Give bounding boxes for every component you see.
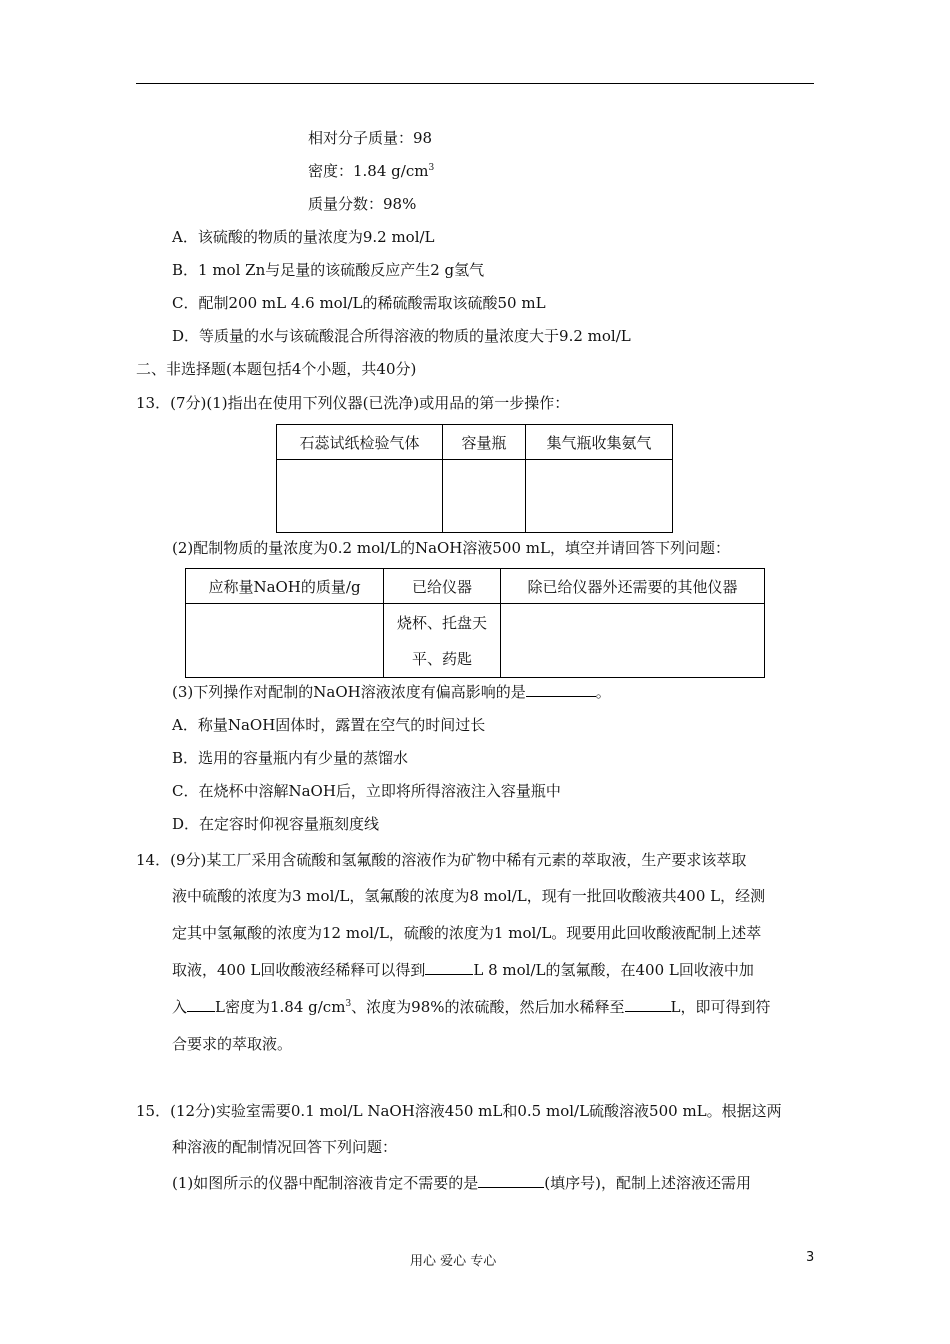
q13-table-first-step (276, 424, 673, 533)
q15-line-1: 15．(12分)实验室需要0.1 mol/L NaOH溶液450 mL和0.5 mol/L硫酸溶液500 mL。根据这两 (136, 1102, 782, 1120)
prop-molar-mass: 相对分子质量：98 (308, 129, 433, 147)
table1-answer-cell (526, 460, 673, 533)
footer-motto: 用心 爱心 专心 (410, 1254, 497, 1269)
q14-line-2: 液中硫酸的浓度为3 mol/L，氢氟酸的浓度为8 mol/L，现有一批回收酸液共400 L，经测 (172, 887, 766, 905)
answer-blank[interactable] (526, 682, 596, 697)
q15-line-3: (1)如图所示的仪器中配制溶液肯定不需要的是 (填序号)，配制上述溶液还需用 (172, 1174, 751, 1192)
prop-density: 密度：1.84 $g/cm^3$ (308, 162, 435, 180)
table1-header-gas-jar: 集气瓶收集氨气 (526, 425, 673, 460)
table1-header-litmus: 石蕊试纸检验气体 (277, 425, 443, 460)
header-rule (136, 83, 814, 84)
answer-blank[interactable] (425, 960, 473, 975)
q13-part1: 13．(7分)(1)指出在使用下列仪器(已洗净)或用品的第一步操作： (136, 394, 570, 412)
q13-option-b: B．选用的容量瓶内有少量的蒸馏水 (172, 749, 409, 767)
answer-blank[interactable] (625, 997, 671, 1012)
given-line: 平、药匙 (411, 649, 472, 668)
q14-line-5: 入 L密度为1.84 $g/cm^3$、浓度为98%的浓硫酸，然后加水稀释至 L，即可得到符 (172, 998, 771, 1016)
table2-given-instruments (384, 604, 501, 678)
q12-option-d: D．等质量的水与该硫酸混合所得溶液的物质的量浓度大于9.2 mol/L (172, 327, 631, 345)
q13-part2: (2)配制物质的量浓度为0.2 mol/L的NaOH溶液500 mL，填空并请回答下列问题： (172, 539, 730, 557)
table2-header-given: 已给仪器 (384, 569, 501, 604)
q13-table-naoh (185, 568, 765, 678)
prop-mass-fraction: 质量分数：98% (308, 195, 417, 213)
table1-answer-cell (443, 460, 526, 533)
q13-option-c: C．在烧杯中溶解NaOH后，立即将所得溶液注入容量瓶中 (172, 782, 561, 800)
table2-header-other: 除已给仪器外还需要的其他仪器 (501, 569, 765, 604)
table2-answer-cell (186, 604, 384, 678)
q12-option-c: C．配制200 mL 4.6 mol/L的稀硫酸需取该硫酸50 mL (172, 294, 546, 312)
q14-line-1: 14．(9分)某工厂采用含硫酸和氢氟酸的溶液作为矿物中稀有元素的萃取液，生产要求该萃取 (136, 851, 747, 869)
table2-answer-cell (501, 604, 765, 678)
q12-option-a: A．该硫酸的物质的量浓度为9.2 mol/L (172, 228, 435, 246)
q12-option-b: B．1 mol Zn与足量的该硫酸反应产生2 g氢气 (172, 261, 485, 279)
q15-line-2: 种溶液的配制情况回答下列问题： (172, 1138, 398, 1156)
answer-blank[interactable] (187, 997, 215, 1012)
q14-line-3: 定其中氢氟酸的浓度为12 mol/L，硫酸的浓度为1 mol/L。现要用此回收酸液配制上述萃 (172, 924, 762, 942)
answer-blank[interactable] (478, 1173, 544, 1188)
table1-answer-cell (277, 460, 443, 533)
q13-part3: (3)下列操作对配制的NaOH溶液浓度有偏高影响的是 。 (172, 683, 611, 701)
page-number: 3 (806, 1250, 815, 1265)
given-line: 烧杯、托盘天 (396, 613, 487, 632)
q13-option-a: A．称量NaOH固体时，露置在空气的时间过长 (172, 716, 486, 734)
q14-line-6: 合要求的萃取液。 (172, 1035, 293, 1053)
section-heading: 二、非选择题(本题包括4个小题，共40分) (136, 360, 417, 378)
q14-line-4: 取液，400 L回收酸液经稀释可以得到 L 8 mol/L的氢氟酸，在400 L回收液中加 (172, 961, 754, 979)
table2-header-mass: 应称量NaOH的质量/g (186, 569, 384, 604)
table1-header-volumetric-flask: 容量瓶 (443, 425, 526, 460)
q13-option-d: D．在定容时仰视容量瓶刻度线 (172, 815, 380, 833)
